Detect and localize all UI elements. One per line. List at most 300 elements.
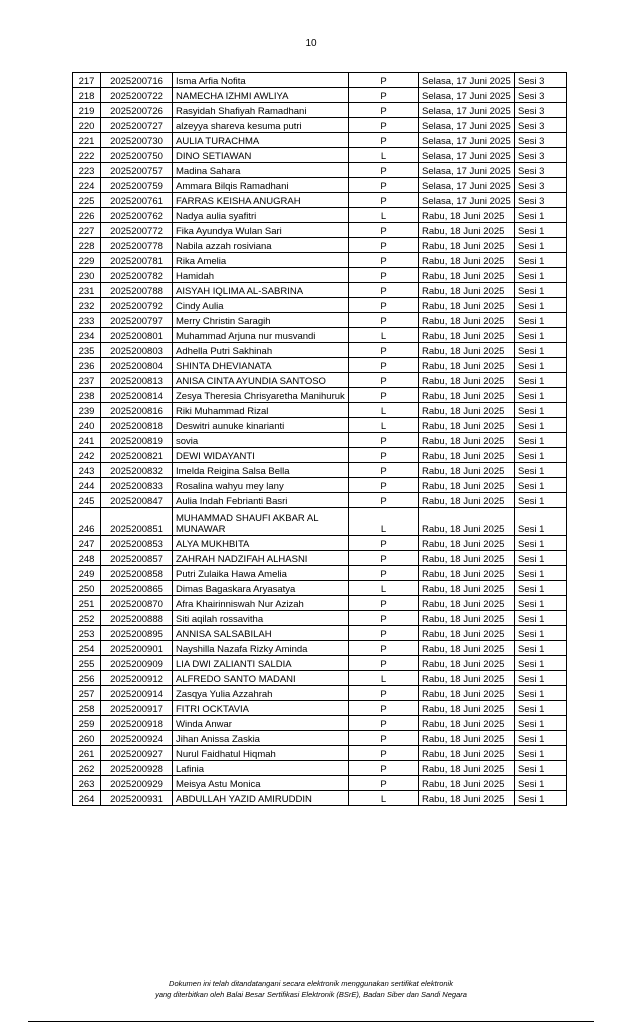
row-number-cell: 232 [73,298,101,313]
participant-name-cell: Imelda Reigina Salsa Bella [173,463,349,478]
exam-date-cell: Rabu, 18 Juni 2025 [419,671,515,686]
participant-name-cell: Zasqya Yulia Azzahrah [173,686,349,701]
registration-id-cell: 2025200924 [101,731,173,746]
gender-cell: L [349,418,419,433]
table-row [73,731,567,746]
registration-id-cell: 2025200833 [101,478,173,493]
table-row [73,343,567,358]
session-cell: Sesi 1 [515,731,567,746]
participant-name-cell: AISYAH IQLIMA AL-SABRINA [173,283,349,298]
gender-cell: P [349,656,419,671]
footer-divider [28,1021,594,1022]
gender-cell: P [349,373,419,388]
exam-date-cell: Selasa, 17 Juni 2025 [419,163,515,178]
session-cell: Sesi 1 [515,508,567,536]
session-cell: Sesi 1 [515,298,567,313]
registration-id-cell: 2025200816 [101,403,173,418]
gender-cell: P [349,223,419,238]
exam-date-cell: Rabu, 18 Juni 2025 [419,478,515,493]
gender-cell: P [349,686,419,701]
gender-cell: L [349,791,419,806]
registration-id-cell: 2025200722 [101,88,173,103]
gender-cell: L [349,581,419,596]
row-number-cell: 249 [73,566,101,581]
gender-cell: P [349,731,419,746]
participant-name-cell: Deswitri aunuke kinarianti [173,418,349,433]
row-number-cell: 263 [73,776,101,791]
registration-id-cell: 2025200788 [101,283,173,298]
registration-id-cell: 2025200814 [101,388,173,403]
exam-date-cell: Rabu, 18 Juni 2025 [419,253,515,268]
row-number-cell: 217 [73,73,101,88]
registration-id-cell: 2025200726 [101,103,173,118]
session-cell: Sesi 3 [515,73,567,88]
registration-id-cell: 2025200857 [101,551,173,566]
participant-name-cell: ALYA MUKHBITA [173,536,349,551]
row-number-cell: 250 [73,581,101,596]
table-row [73,463,567,478]
gender-cell: P [349,133,419,148]
table-row [73,103,567,118]
gender-cell: P [349,701,419,716]
gender-cell: P [349,433,419,448]
registration-id-cell: 2025200917 [101,701,173,716]
exam-date-cell: Rabu, 18 Juni 2025 [419,761,515,776]
gender-cell: P [349,463,419,478]
row-number-cell: 253 [73,626,101,641]
row-number-cell: 260 [73,731,101,746]
exam-date-cell: Rabu, 18 Juni 2025 [419,268,515,283]
exam-date-cell: Rabu, 18 Juni 2025 [419,776,515,791]
gender-cell: P [349,551,419,566]
exam-date-cell: Rabu, 18 Juni 2025 [419,536,515,551]
gender-cell: P [349,746,419,761]
row-number-cell: 240 [73,418,101,433]
participant-name-cell: Hamidah [173,268,349,283]
session-cell: Sesi 1 [515,448,567,463]
exam-date-cell: Rabu, 18 Juni 2025 [419,238,515,253]
row-number-cell: 223 [73,163,101,178]
exam-date-cell: Selasa, 17 Juni 2025 [419,193,515,208]
session-cell: Sesi 1 [515,761,567,776]
exam-date-cell: Rabu, 18 Juni 2025 [419,298,515,313]
participant-name-cell: Afra Khairinniswah Nur Azizah [173,596,349,611]
gender-cell: P [349,761,419,776]
exam-date-cell: Rabu, 18 Juni 2025 [419,223,515,238]
table-row [73,328,567,343]
table-row [73,133,567,148]
registration-id-cell: 2025200772 [101,223,173,238]
row-number-cell: 238 [73,388,101,403]
session-cell: Sesi 1 [515,641,567,656]
row-number-cell: 264 [73,791,101,806]
session-cell: Sesi 3 [515,133,567,148]
session-cell: Sesi 1 [515,328,567,343]
participant-name-cell: Nabila azzah rosiviana [173,238,349,253]
session-cell: Sesi 3 [515,163,567,178]
exam-date-cell: Rabu, 18 Juni 2025 [419,551,515,566]
table-row [73,313,567,328]
registration-id-cell: 2025200928 [101,761,173,776]
registration-id-cell: 2025200761 [101,193,173,208]
exam-date-cell: Rabu, 18 Juni 2025 [419,328,515,343]
table-row [73,238,567,253]
gender-cell: P [349,343,419,358]
session-cell: Sesi 1 [515,268,567,283]
registration-id-cell: 2025200818 [101,418,173,433]
row-number-cell: 259 [73,716,101,731]
row-number-cell: 244 [73,478,101,493]
registration-id-cell: 2025200909 [101,656,173,671]
exam-date-cell: Selasa, 17 Juni 2025 [419,148,515,163]
row-number-cell: 234 [73,328,101,343]
registration-id-cell: 2025200801 [101,328,173,343]
registration-id-cell: 2025200865 [101,581,173,596]
row-number-cell: 221 [73,133,101,148]
participant-name-cell: DEWI WIDAYANTI [173,448,349,463]
row-number-cell: 243 [73,463,101,478]
session-cell: Sesi 3 [515,103,567,118]
exam-date-cell: Rabu, 18 Juni 2025 [419,566,515,581]
gender-cell: P [349,283,419,298]
registration-id-cell: 2025200757 [101,163,173,178]
session-cell: Sesi 1 [515,701,567,716]
registration-id-cell: 2025200931 [101,791,173,806]
exam-date-cell: Rabu, 18 Juni 2025 [419,373,515,388]
registration-id-cell: 2025200782 [101,268,173,283]
exam-date-cell: Rabu, 18 Juni 2025 [419,433,515,448]
gender-cell: P [349,566,419,581]
exam-date-cell: Rabu, 18 Juni 2025 [419,746,515,761]
table-row [73,163,567,178]
participant-name-cell: ABDULLAH YAZID AMIRUDDIN [173,791,349,806]
table-row [73,686,567,701]
table-row [73,566,567,581]
participant-name-cell: Winda Anwar [173,716,349,731]
registration-id-cell: 2025200759 [101,178,173,193]
signature-notice-line-2: yang diterbitkan oleh Balai Besar Sertifikasi Elektronik (BSrE), Badan Siber dan Sandi Negara [155,990,467,999]
session-cell: Sesi 1 [515,253,567,268]
exam-date-cell: Rabu, 18 Juni 2025 [419,448,515,463]
exam-date-cell: Rabu, 18 Juni 2025 [419,463,515,478]
row-number-cell: 242 [73,448,101,463]
gender-cell: P [349,268,419,283]
participant-name-cell: Rasyidah Shafiyah Ramadhani [173,103,349,118]
session-cell: Sesi 1 [515,611,567,626]
table-row [73,298,567,313]
exam-date-cell: Rabu, 18 Juni 2025 [419,611,515,626]
session-cell: Sesi 1 [515,283,567,298]
gender-cell: P [349,193,419,208]
table-row [73,388,567,403]
participant-name-cell: MUHAMMAD SHAUFI AKBAR AL MUNAWAR [173,508,349,536]
session-cell: Sesi 1 [515,373,567,388]
participant-table [72,72,567,806]
exam-date-cell: Selasa, 17 Juni 2025 [419,88,515,103]
registration-id-cell: 2025200792 [101,298,173,313]
session-cell: Sesi 1 [515,656,567,671]
table-row [73,178,567,193]
participant-name-cell: AULIA TURACHMA [173,133,349,148]
participant-name-cell: Cindy Aulia [173,298,349,313]
exam-date-cell: Rabu, 18 Juni 2025 [419,208,515,223]
exam-date-cell: Rabu, 18 Juni 2025 [419,716,515,731]
participant-table-body [73,73,567,806]
gender-cell: P [349,88,419,103]
exam-date-cell: Rabu, 18 Juni 2025 [419,581,515,596]
session-cell: Sesi 1 [515,238,567,253]
table-row [73,701,567,716]
table-row [73,88,567,103]
session-cell: Sesi 1 [515,223,567,238]
table-row [73,641,567,656]
exam-date-cell: Rabu, 18 Juni 2025 [419,731,515,746]
gender-cell: P [349,641,419,656]
registration-id-cell: 2025200797 [101,313,173,328]
table-row [73,493,567,508]
session-cell: Sesi 3 [515,193,567,208]
participant-name-cell: alzeyya shareva kesuma putri [173,118,349,133]
gender-cell: L [349,148,419,163]
table-row [73,268,567,283]
table-row [73,791,567,806]
registration-id-cell: 2025200821 [101,448,173,463]
registration-id-cell: 2025200819 [101,433,173,448]
exam-date-cell: Rabu, 18 Juni 2025 [419,701,515,716]
session-cell: Sesi 1 [515,463,567,478]
participant-name-cell: Riki Muhammad Rizal [173,403,349,418]
row-number-cell: 227 [73,223,101,238]
exam-date-cell: Rabu, 18 Juni 2025 [419,641,515,656]
row-number-cell: 225 [73,193,101,208]
gender-cell: P [349,493,419,508]
session-cell: Sesi 1 [515,776,567,791]
gender-cell: P [349,596,419,611]
row-number-cell: 257 [73,686,101,701]
gender-cell: P [349,118,419,133]
session-cell: Sesi 1 [515,566,567,581]
gender-cell: L [349,508,419,536]
table-row [73,761,567,776]
registration-id-cell: 2025200730 [101,133,173,148]
table-row [73,223,567,238]
session-cell: Sesi 3 [515,88,567,103]
session-cell: Sesi 1 [515,626,567,641]
gender-cell: P [349,253,419,268]
session-cell: Sesi 1 [515,671,567,686]
participant-name-cell: DINO SETIAWAN [173,148,349,163]
row-number-cell: 246 [73,508,101,536]
table-row [73,746,567,761]
gender-cell: P [349,626,419,641]
gender-cell: P [349,536,419,551]
row-number-cell: 255 [73,656,101,671]
exam-date-cell: Rabu, 18 Juni 2025 [419,343,515,358]
row-number-cell: 256 [73,671,101,686]
participant-name-cell: Ammara Bilqis Ramadhani [173,178,349,193]
row-number-cell: 241 [73,433,101,448]
participant-name-cell: Lafinia [173,761,349,776]
exam-date-cell: Rabu, 18 Juni 2025 [419,686,515,701]
gender-cell: P [349,358,419,373]
registration-id-cell: 2025200858 [101,566,173,581]
row-number-cell: 236 [73,358,101,373]
exam-date-cell: Rabu, 18 Juni 2025 [419,388,515,403]
participant-name-cell: FARRAS KEISHA ANUGRAH [173,193,349,208]
exam-date-cell: Rabu, 18 Juni 2025 [419,403,515,418]
session-cell: Sesi 1 [515,343,567,358]
participant-name-cell: Meisya Astu Monica [173,776,349,791]
session-cell: Sesi 1 [515,493,567,508]
participant-name-cell: Nurul Faidhatul Hiqmah [173,746,349,761]
row-number-cell: 247 [73,536,101,551]
participant-name-cell: Zesya Theresia Chrisyaretha Manihuruk [173,388,349,403]
gender-cell: P [349,611,419,626]
page-number: 10 [305,38,317,49]
session-cell: Sesi 1 [515,208,567,223]
table-row [73,418,567,433]
row-number-cell: 235 [73,343,101,358]
row-number-cell: 220 [73,118,101,133]
row-number-cell: 219 [73,103,101,118]
table-row [73,536,567,551]
session-cell: Sesi 3 [515,148,567,163]
gender-cell: P [349,163,419,178]
session-cell: Sesi 1 [515,536,567,551]
row-number-cell: 261 [73,746,101,761]
session-cell: Sesi 1 [515,358,567,373]
row-number-cell: 254 [73,641,101,656]
participant-name-cell: Nayshilla Nazafa Rizky Aminda [173,641,349,656]
participant-name-cell: SHINTA DHEVIANATA [173,358,349,373]
row-number-cell: 248 [73,551,101,566]
exam-date-cell: Rabu, 18 Juni 2025 [419,626,515,641]
exam-date-cell: Rabu, 18 Juni 2025 [419,656,515,671]
exam-date-cell: Selasa, 17 Juni 2025 [419,133,515,148]
gender-cell: P [349,313,419,328]
signature-notice-line-1: Dokumen ini telah ditandatangani secara elektronik menggunakan sertifikat elektronik [169,979,453,988]
table-row [73,208,567,223]
exam-date-cell: Rabu, 18 Juni 2025 [419,596,515,611]
row-number-cell: 262 [73,761,101,776]
table-row [73,283,567,298]
registration-id-cell: 2025200901 [101,641,173,656]
registration-id-cell: 2025200716 [101,73,173,88]
table-row [73,626,567,641]
registration-id-cell: 2025200914 [101,686,173,701]
session-cell: Sesi 1 [515,791,567,806]
table-row [73,448,567,463]
participant-name-cell: FITRI OCKTAVIA [173,701,349,716]
session-cell: Sesi 1 [515,478,567,493]
gender-cell: L [349,328,419,343]
row-number-cell: 258 [73,701,101,716]
session-cell: Sesi 1 [515,746,567,761]
exam-date-cell: Rabu, 18 Juni 2025 [419,313,515,328]
session-cell: Sesi 1 [515,418,567,433]
participant-name-cell: LIA DWI ZALIANTI SALDIA [173,656,349,671]
row-number-cell: 228 [73,238,101,253]
row-number-cell: 252 [73,611,101,626]
registration-id-cell: 2025200727 [101,118,173,133]
registration-id-cell: 2025200851 [101,508,173,536]
table-row [73,716,567,731]
table-row [73,776,567,791]
table-row [73,581,567,596]
participant-name-cell: Aulia Indah Febrianti Basri [173,493,349,508]
exam-date-cell: Rabu, 18 Juni 2025 [419,283,515,298]
gender-cell: P [349,103,419,118]
participant-name-cell: Merry Christin Saragih [173,313,349,328]
gender-cell: P [349,73,419,88]
gender-cell: P [349,388,419,403]
participant-name-cell: Rosalina wahyu mey lany [173,478,349,493]
session-cell: Sesi 3 [515,118,567,133]
session-cell: Sesi 1 [515,551,567,566]
registration-id-cell: 2025200762 [101,208,173,223]
registration-id-cell: 2025200918 [101,716,173,731]
participant-name-cell: Fika Ayundya Wulan Sari [173,223,349,238]
gender-cell: P [349,776,419,791]
participant-name-cell: ANNISA SALSABILAH [173,626,349,641]
participant-name-cell: Siti aqilah rossavitha [173,611,349,626]
exam-date-cell: Rabu, 18 Juni 2025 [419,791,515,806]
registration-id-cell: 2025200847 [101,493,173,508]
session-cell: Sesi 1 [515,433,567,448]
registration-id-cell: 2025200927 [101,746,173,761]
participant-name-cell: Rika Amelia [173,253,349,268]
session-cell: Sesi 1 [515,403,567,418]
gender-cell: L [349,671,419,686]
row-number-cell: 237 [73,373,101,388]
participant-name-cell: Muhammad Arjuna nur musvandi [173,328,349,343]
table-row [73,118,567,133]
registration-id-cell: 2025200912 [101,671,173,686]
participant-name-cell: Isma Arfia Nofita [173,73,349,88]
participant-name-cell: ANISA CINTA AYUNDIA SANTOSO [173,373,349,388]
table-row [73,193,567,208]
exam-date-cell: Selasa, 17 Juni 2025 [419,118,515,133]
registration-id-cell: 2025200750 [101,148,173,163]
electronic-signature-notice [0,978,622,1000]
registration-id-cell: 2025200813 [101,373,173,388]
participant-name-cell: Dimas Bagaskara Aryasatya [173,581,349,596]
gender-cell: P [349,448,419,463]
exam-date-cell: Rabu, 18 Juni 2025 [419,418,515,433]
table-row [73,671,567,686]
table-row [73,656,567,671]
table-row [73,73,567,88]
session-cell: Sesi 3 [515,178,567,193]
participant-name-cell: Adhella Putri Sakhinah [173,343,349,358]
exam-date-cell: Rabu, 18 Juni 2025 [419,493,515,508]
registration-id-cell: 2025200888 [101,611,173,626]
registration-id-cell: 2025200804 [101,358,173,373]
gender-cell: P [349,716,419,731]
registration-id-cell: 2025200895 [101,626,173,641]
row-number-cell: 231 [73,283,101,298]
gender-cell: P [349,178,419,193]
exam-date-cell: Rabu, 18 Juni 2025 [419,508,515,536]
table-row [73,596,567,611]
participant-name-cell: sovia [173,433,349,448]
row-number-cell: 226 [73,208,101,223]
table-row [73,508,567,536]
row-number-cell: 239 [73,403,101,418]
participant-name-cell: Madina Sahara [173,163,349,178]
gender-cell: L [349,208,419,223]
registration-id-cell: 2025200803 [101,343,173,358]
